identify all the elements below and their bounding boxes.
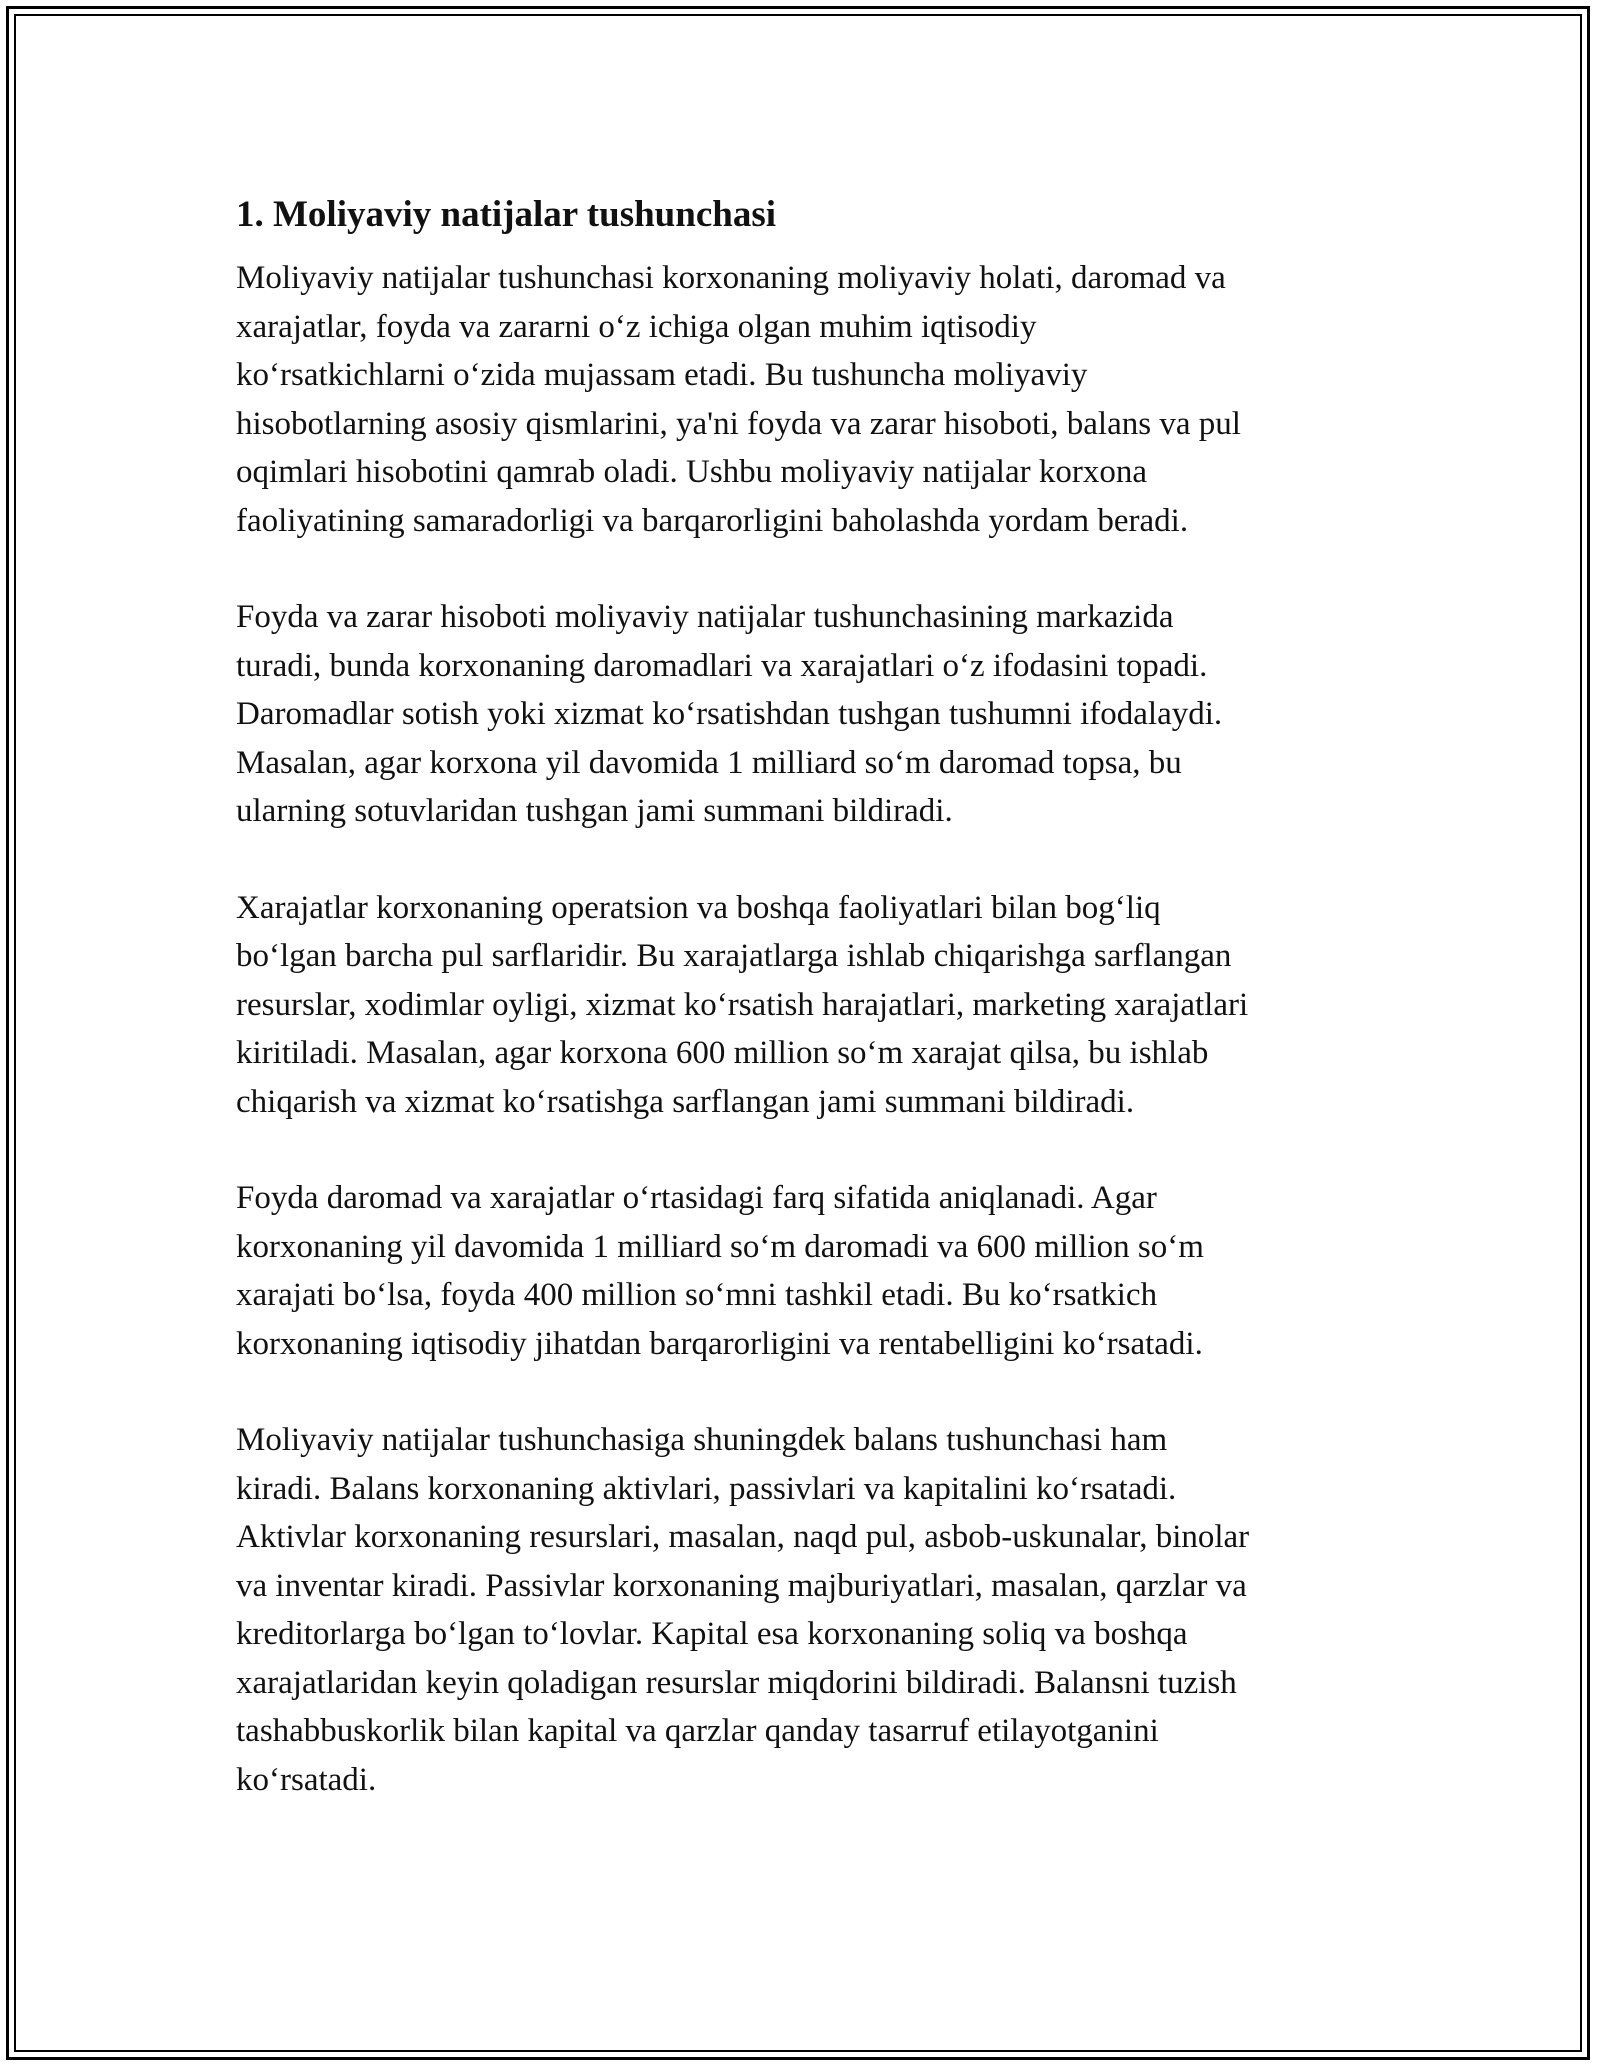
text-line: Xarajatlar korxonaning operatsion va boshqa faoliyatlari bilan bog‘liq [236, 889, 1161, 926]
document-body [236, 184, 1376, 1852]
text-line: korxonaning yil davomida 1 milliard so‘m daromadi va 600 million so‘m [236, 1228, 1204, 1265]
text-line: kiritiladi. Masalan, agar korxona 600 million so‘m xarajat qilsa, bu ishlab [236, 1035, 1209, 1071]
text-line: Moliyaviy natijalar tushunchasiga shuningdek balans tushunchasi ham [236, 1422, 1168, 1458]
text-line: Daromadlar sotish yoki xizmat ko‘rsatishdan tushgan tushumni ifodalaydi. [236, 696, 1223, 732]
text-line: Masalan, agar korxona yil davomida 1 milliard so‘m daromad topsa, bu [236, 744, 1182, 781]
text-line: kiradi. Balans korxonaning aktivlari, passivlari va kapitalini ko‘rsatadi. [236, 1470, 1177, 1507]
text-line: Foyda va zarar hisoboti moliyaviy natijalar tushunchasining markazida [236, 599, 1174, 635]
text-line: oqimlari hisobotini qamrab oladi. Ushbu moliyaviy natijalar korxona [236, 454, 1147, 490]
paragraph-1 [236, 254, 1376, 545]
text-line: Foyda daromad va xarajatlar o‘rtasidagi farq sifatida aniqlanadi. Agar [236, 1180, 1157, 1216]
text-line: ko‘rsatkichlarni o‘zida mujassam etadi. Bu tushuncha moliyaviy [236, 357, 1088, 393]
text-line: xarajati bo‘lsa, foyda 400 million so‘mni tashkil etadi. Bu ko‘rsatkich [236, 1277, 1158, 1313]
text-line: faoliyatining samaradorligi va barqarorligini baholashda yordam beradi. [236, 502, 1189, 539]
text-line: Aktivlar korxonaning resurslari, masalan, naqd pul, asbob-uskunalar, binolar [236, 1519, 1250, 1555]
text-line: xarajatlar, foyda va zararni o‘z ichiga olgan muhim iqtisodiy [236, 308, 1037, 345]
text-line: ko‘rsatadi. [236, 1761, 377, 1798]
text-line: korxonaning iqtisodiy jihatdan barqarorligini va rentabelligini ko‘rsatadi. [236, 1325, 1203, 1362]
text-line: turadi, bunda korxonaning daromadlari va xarajatlari o‘z ifodasini topadi. [236, 647, 1208, 684]
text-line: ularning sotuvlaridan tushgan jami summani bildiradi. [236, 793, 953, 829]
text-line: hisobotlarning asosiy qismlarini, ya'ni foyda va zarar hisoboti, balans va pul [236, 405, 1241, 442]
section-heading: 1. Moliyaviy natijalar tushunchasi [236, 194, 777, 235]
text-line: resurslar, xodimlar oyligi, xizmat ko‘rsatish harajatlari, marketing xarajatlari [236, 986, 1249, 1023]
text-line: va inventar kiradi. Passivlar korxonaning majburiyatlari, masalan, qarzlar va [236, 1567, 1247, 1604]
paragraph-5 [236, 1416, 1376, 1804]
paragraph-4 [236, 1174, 1376, 1368]
text-line: bo‘lgan barcha pul sarflaridir. Bu xarajatlarga ishlab chiqarishga sarflangan [236, 938, 1232, 974]
text-line: xarajatlaridan keyin qoladigan resurslar miqdorini bildiradi. Balansni tuzish [236, 1664, 1237, 1701]
paragraph-3 [236, 884, 1376, 1127]
text-line: kreditorlarga bo‘lgan to‘lovlar. Kapital esa korxonaning soliq va boshqa [236, 1616, 1188, 1652]
text-line: tashabbuskorlik bilan kapital va qarzlar qanday tasarruf etilayotganini [236, 1713, 1159, 1749]
paragraph-2 [236, 593, 1376, 836]
text-line: chiqarish va xizmat ko‘rsatishga sarflangan jami summani bildiradi. [236, 1083, 1135, 1120]
text-line: Moliyaviy natijalar tushunchasi korxonaning moliyaviy holati, daromad va [236, 260, 1226, 296]
